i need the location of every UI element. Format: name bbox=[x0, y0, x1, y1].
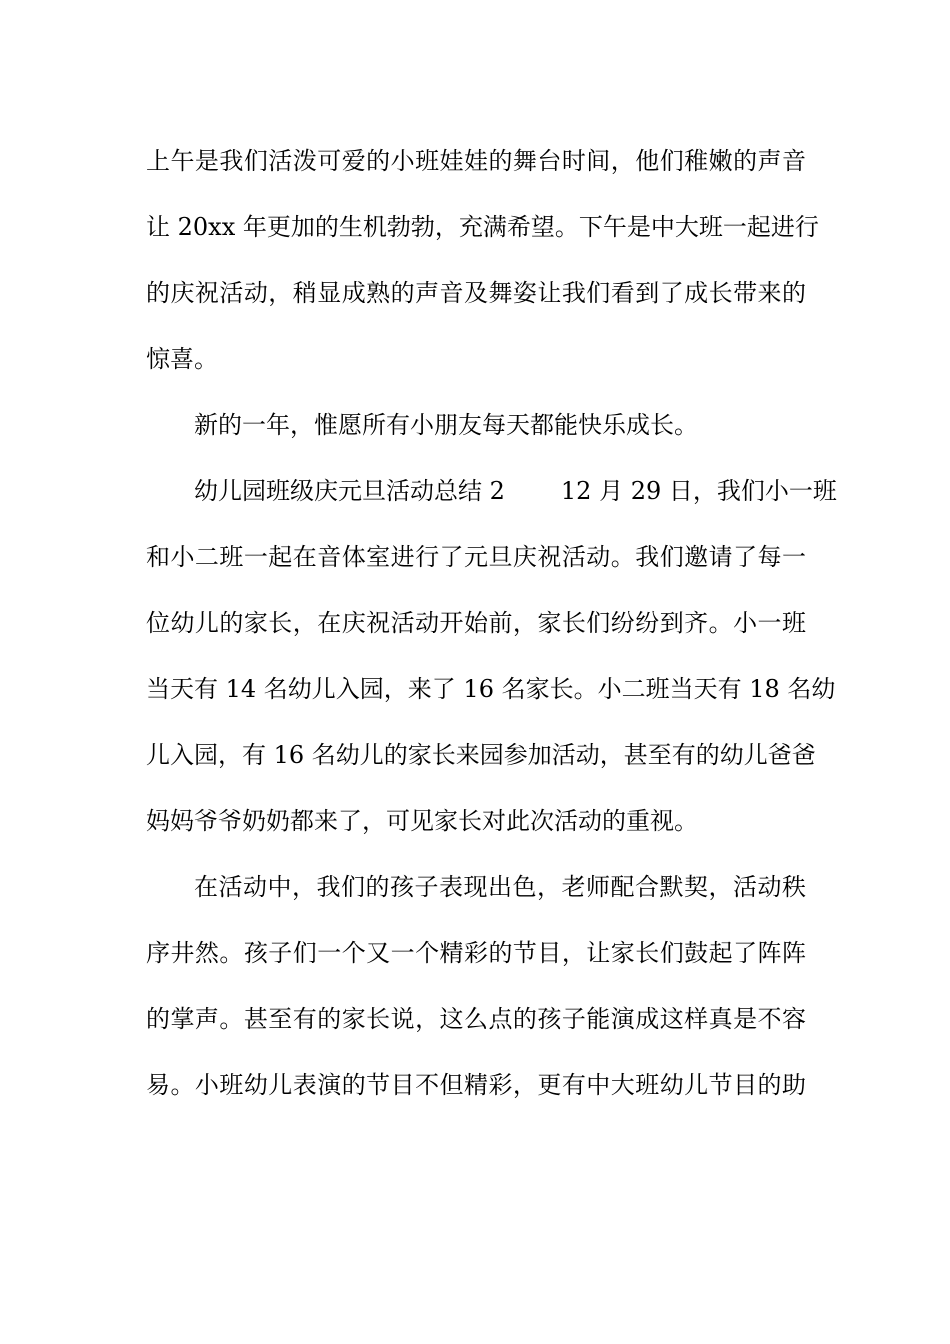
document-body bbox=[146, 128, 837, 1118]
section-heading: 幼儿园班级庆元旦活动总结 2 bbox=[194, 477, 505, 505]
paragraph-line: 的掌声。甚至有的家长说，这么点的孩子能演成这样真是不容 bbox=[146, 1005, 806, 1033]
paragraph-3 bbox=[146, 458, 837, 854]
paragraph-line: 儿入园，有 16 名幼儿的家长来园参加活动，甚至有的幼儿爸爸 bbox=[146, 741, 816, 769]
paragraph-line: 位幼儿的家长，在庆祝活动开始前，家长们纷纷到齐。小一班 bbox=[146, 609, 806, 637]
paragraph-line: 在活动中，我们的孩子表现出色，老师配合默契，活动秩 bbox=[194, 873, 806, 901]
paragraph-line: 序井然。孩子们一个又一个精彩的节目，让家长们鼓起了阵阵 bbox=[146, 939, 806, 967]
paragraph-first-line bbox=[146, 458, 837, 524]
paragraph-2 bbox=[146, 392, 806, 458]
paragraph-line: 妈妈爷爷奶奶都来了，可见家长对此次活动的重视。 bbox=[146, 807, 698, 835]
paragraph-line: 当天有 14 名幼儿入园，来了 16 名家长。小二班当天有 18 名幼 bbox=[146, 675, 836, 703]
paragraph-line: 易。小班幼儿表演的节目不但精彩，更有中大班幼儿节目的助 bbox=[146, 1071, 806, 1099]
paragraph-line: 上午是我们活泼可爱的小班娃娃的舞台时间，他们稚嫩的声音 bbox=[146, 147, 806, 175]
paragraph-line: 新的一年，惟愿所有小朋友每天都能快乐成长。 bbox=[194, 411, 698, 439]
paragraph-4 bbox=[146, 854, 806, 1118]
paragraph-line: 让 20xx 年更加的生机勃勃，充满希望。下午是中大班一起进行 bbox=[146, 213, 819, 241]
paragraph-line: 惊喜。 bbox=[146, 345, 218, 373]
paragraph-line: 和小二班一起在音体室进行了元旦庆祝活动。我们邀请了每一 bbox=[146, 543, 806, 571]
paragraph-1 bbox=[146, 128, 819, 392]
paragraph-line: 的庆祝活动，稍显成熟的声音及舞姿让我们看到了成长带来的 bbox=[146, 279, 806, 307]
paragraph-line-rest: 12 月 29 日，我们小一班 bbox=[560, 477, 837, 505]
